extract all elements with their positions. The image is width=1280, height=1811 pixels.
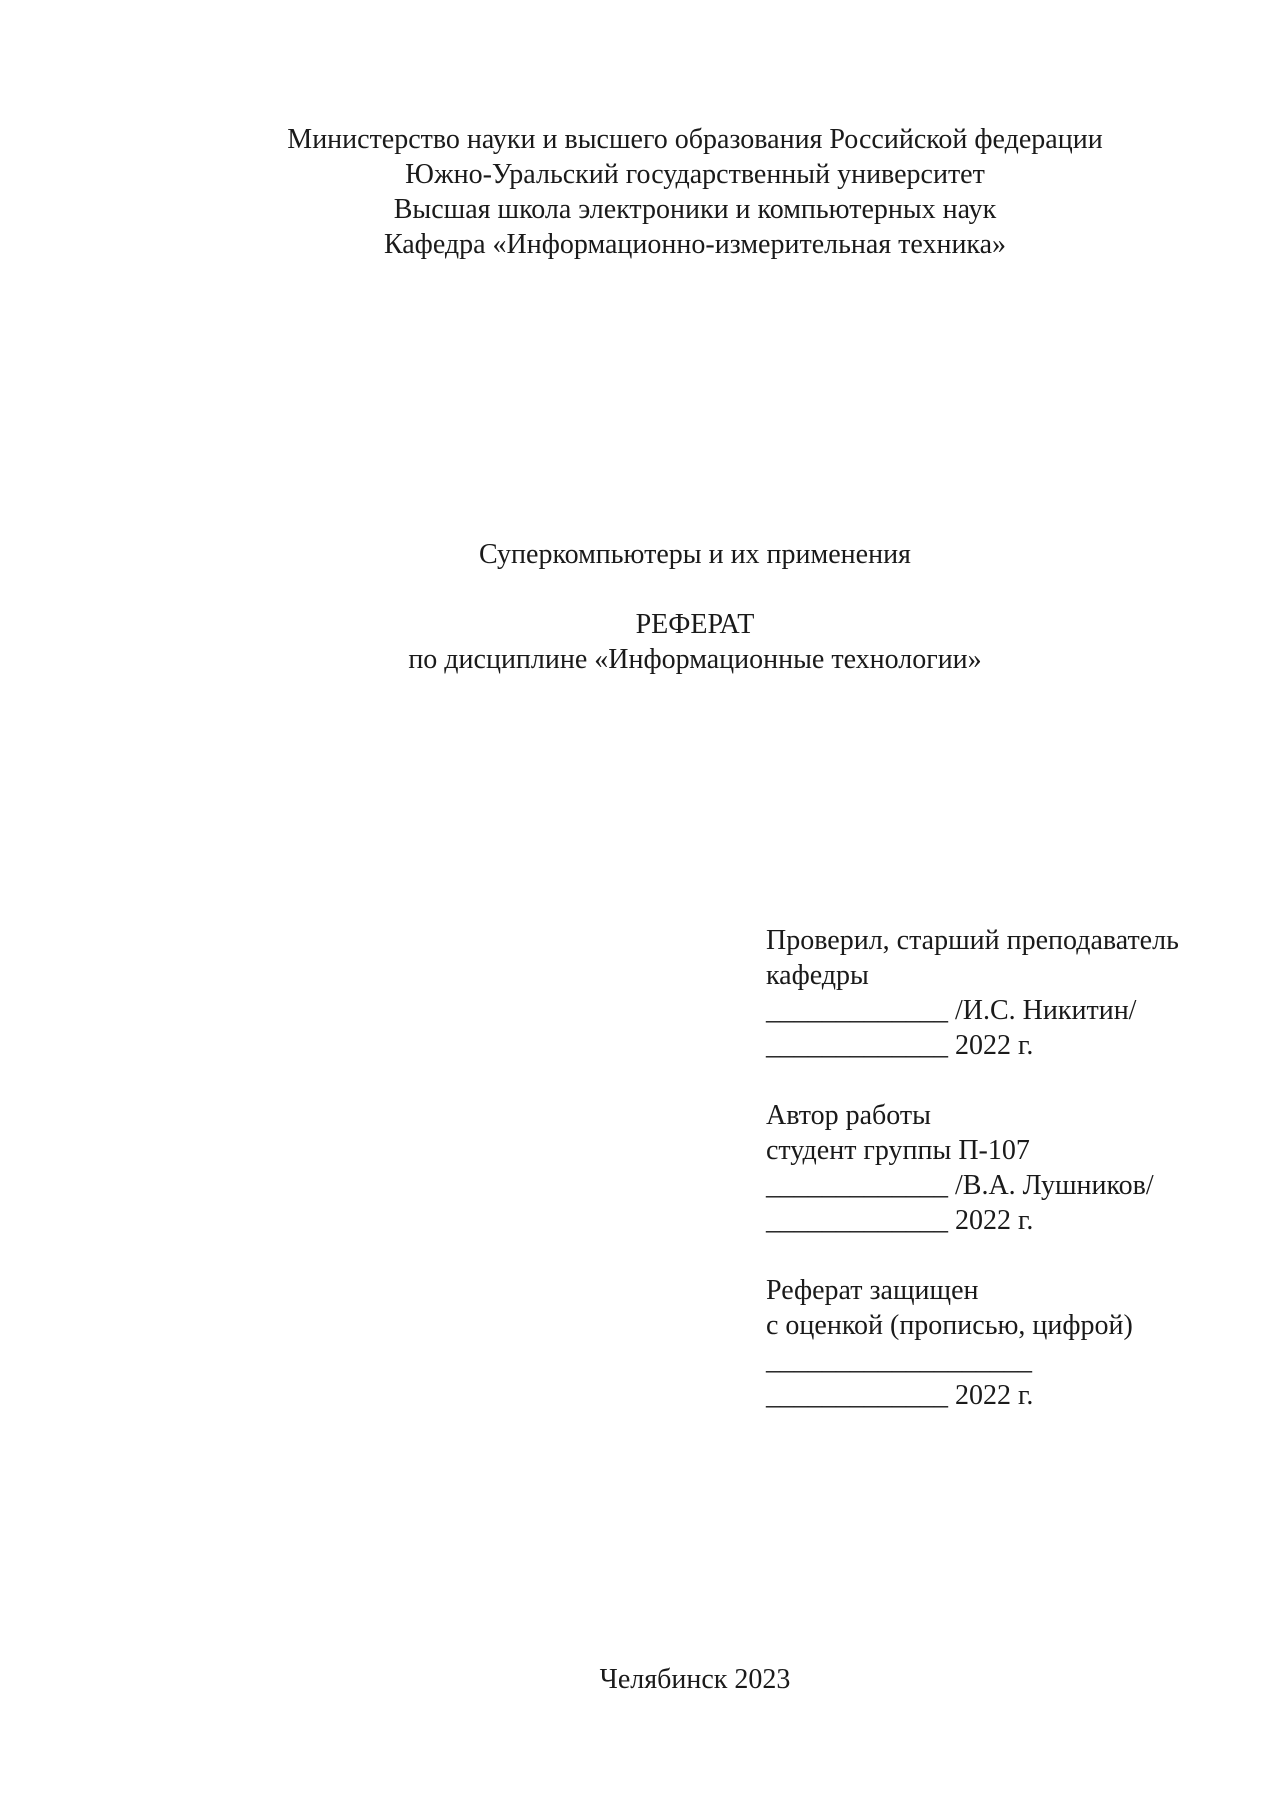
school-line: Высшая школа электроники и компьютерных наук [393, 194, 997, 225]
title-block [0, 537, 1280, 677]
topic-title: Суперкомпьютеры и их применения [479, 539, 911, 570]
reviewer-block [766, 923, 1179, 1063]
author-signature: _____________ /В.А. Лушников/ [766, 1170, 1154, 1201]
reviewer-role: Проверил, старший преподаватель [766, 925, 1179, 956]
grade-blank: ___________________ [766, 1345, 1032, 1376]
grade-label: с оценкой (прописью, цифрой) [766, 1310, 1133, 1341]
author-date: _____________ 2022 г. [766, 1205, 1034, 1236]
discipline-line: по дисциплине «Информационные технологии» [408, 644, 982, 675]
document-type: РЕФЕРАТ [635, 609, 755, 640]
reviewer-signature: _____________ /И.С. Никитин/ [766, 995, 1137, 1026]
city-year: Челябинск 2023 [599, 1664, 791, 1695]
university-line: Южно-Уральский государственный университет [405, 159, 985, 190]
department-line: Кафедра «Информационно-измерительная техника» [383, 229, 1007, 260]
defense-label: Реферат защищен [766, 1275, 979, 1306]
author-group: студент группы П-107 [766, 1135, 1030, 1166]
defense-date: _____________ 2022 г. [766, 1380, 1034, 1411]
signature-section [766, 923, 1179, 1448]
author-label: Автор работы [766, 1100, 931, 1131]
reviewer-date: _____________ 2022 г. [766, 1030, 1034, 1061]
city-year-footer [0, 1662, 1280, 1697]
ministry-line: Министерство науки и высшего образования Российской федерации [287, 124, 1103, 155]
author-block [766, 1098, 1179, 1238]
reviewer-role-cont: кафедры [766, 960, 869, 991]
defense-block [766, 1273, 1179, 1413]
institution-header [0, 122, 1280, 262]
